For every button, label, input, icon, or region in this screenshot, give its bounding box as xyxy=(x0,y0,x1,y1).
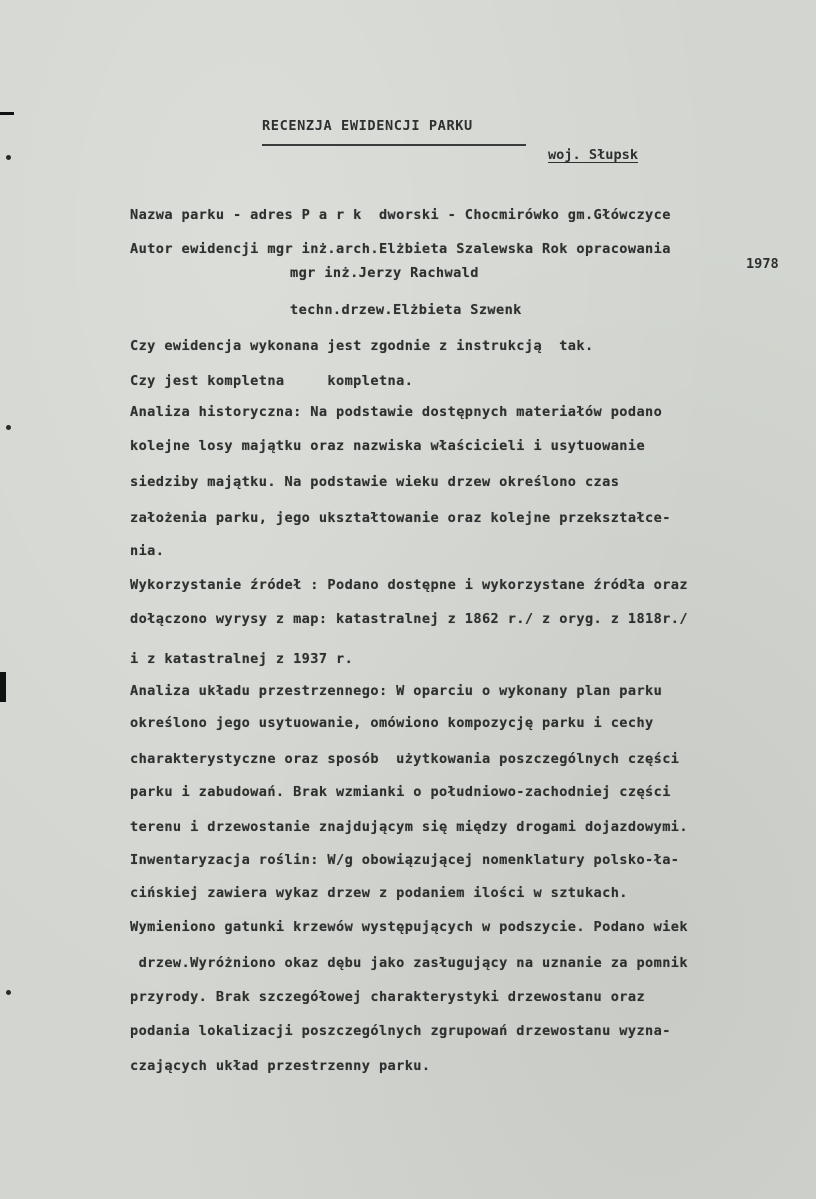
body-line: założenia parku, jego ukształtowanie oraz kolejne przekształce- xyxy=(130,510,671,526)
body-line: Wykorzystanie źródeł : Podano dostępne i wykorzystane źródła oraz xyxy=(130,577,688,593)
author-line-2: mgr inż.Jerzy Rachwald xyxy=(290,265,479,281)
body-line: czających układ przestrzenny parku. xyxy=(130,1058,431,1074)
park-name-line: Nazwa parku - adres P a r k dworski - Chocmirówko gm.Główczyce xyxy=(130,207,671,223)
scan-edge-mark xyxy=(0,672,6,702)
body-line: kolejne losy majątku oraz nazwiska właścicieli i usytuowanie xyxy=(130,438,646,454)
document-title: RECENZJA EWIDENCJI PARKU xyxy=(262,118,473,134)
scan-dot xyxy=(6,990,11,995)
body-line: podania lokalizacji poszczególnych zgrupowań drzewostanu wyzna- xyxy=(130,1023,671,1039)
body-line: siedziby majątku. Na podstawie wieku drzew określono czas xyxy=(130,474,620,490)
body-line: Analiza układu przestrzennego: W oparciu o wykonany plan parku xyxy=(130,683,663,699)
body-line: drzew.Wyróżniono okaz dębu jako zasługujący na uznanie za pomnik xyxy=(130,955,688,971)
body-line: określono jego usytuowanie, omówiono kompozycję parku i cechy xyxy=(130,715,654,731)
body-line: cińskiej zawiera wykaz drzew z podaniem ilości w sztukach. xyxy=(130,885,628,901)
scan-edge-mark xyxy=(0,112,14,115)
body-line: i z katastralnej z 1937 r. xyxy=(130,651,354,667)
body-line: Czy jest kompletna kompletna. xyxy=(130,373,414,389)
body-line: Analiza historyczna: Na podstawie dostępnych materiałów podano xyxy=(130,404,663,420)
scan-dot xyxy=(6,155,11,160)
region-label: woj. Słupsk xyxy=(548,147,639,163)
body-line: nia. xyxy=(130,543,165,559)
year-value: 1978 xyxy=(746,256,779,272)
body-line: Inwentaryzacja roślin: W/g obowiązującej nomenklatury polsko-ła- xyxy=(130,852,680,868)
body-line: parku i zabudowań. Brak wzmianki o południowo-zachodniej części xyxy=(130,784,671,800)
body-line: terenu i drzewostanie znajdującym się między drogami dojazdowymi. xyxy=(130,819,688,835)
author-line-3: techn.drzew.Elżbieta Szwenk xyxy=(290,302,522,318)
body-line: Wymieniono gatunki krzewów występujących w podszycie. Podano wiek xyxy=(130,919,688,935)
author-line: Autor ewidencji mgr inż.arch.Elżbieta Szalewska Rok opracowania xyxy=(130,241,671,257)
title-underline xyxy=(262,144,526,146)
body-line: Czy ewidencja wykonana jest zgodnie z instrukcją tak. xyxy=(130,338,594,354)
body-line: przyrody. Brak szczegółowej charakterystyki drzewostanu oraz xyxy=(130,989,646,1005)
body-line: dołączono wyrysy z map: katastralnej z 1862 r./ z oryg. z 1818r./ xyxy=(130,611,688,627)
scan-dot xyxy=(6,425,11,430)
body-line: charakterystyczne oraz sposób użytkowania poszczególnych części xyxy=(130,751,680,767)
